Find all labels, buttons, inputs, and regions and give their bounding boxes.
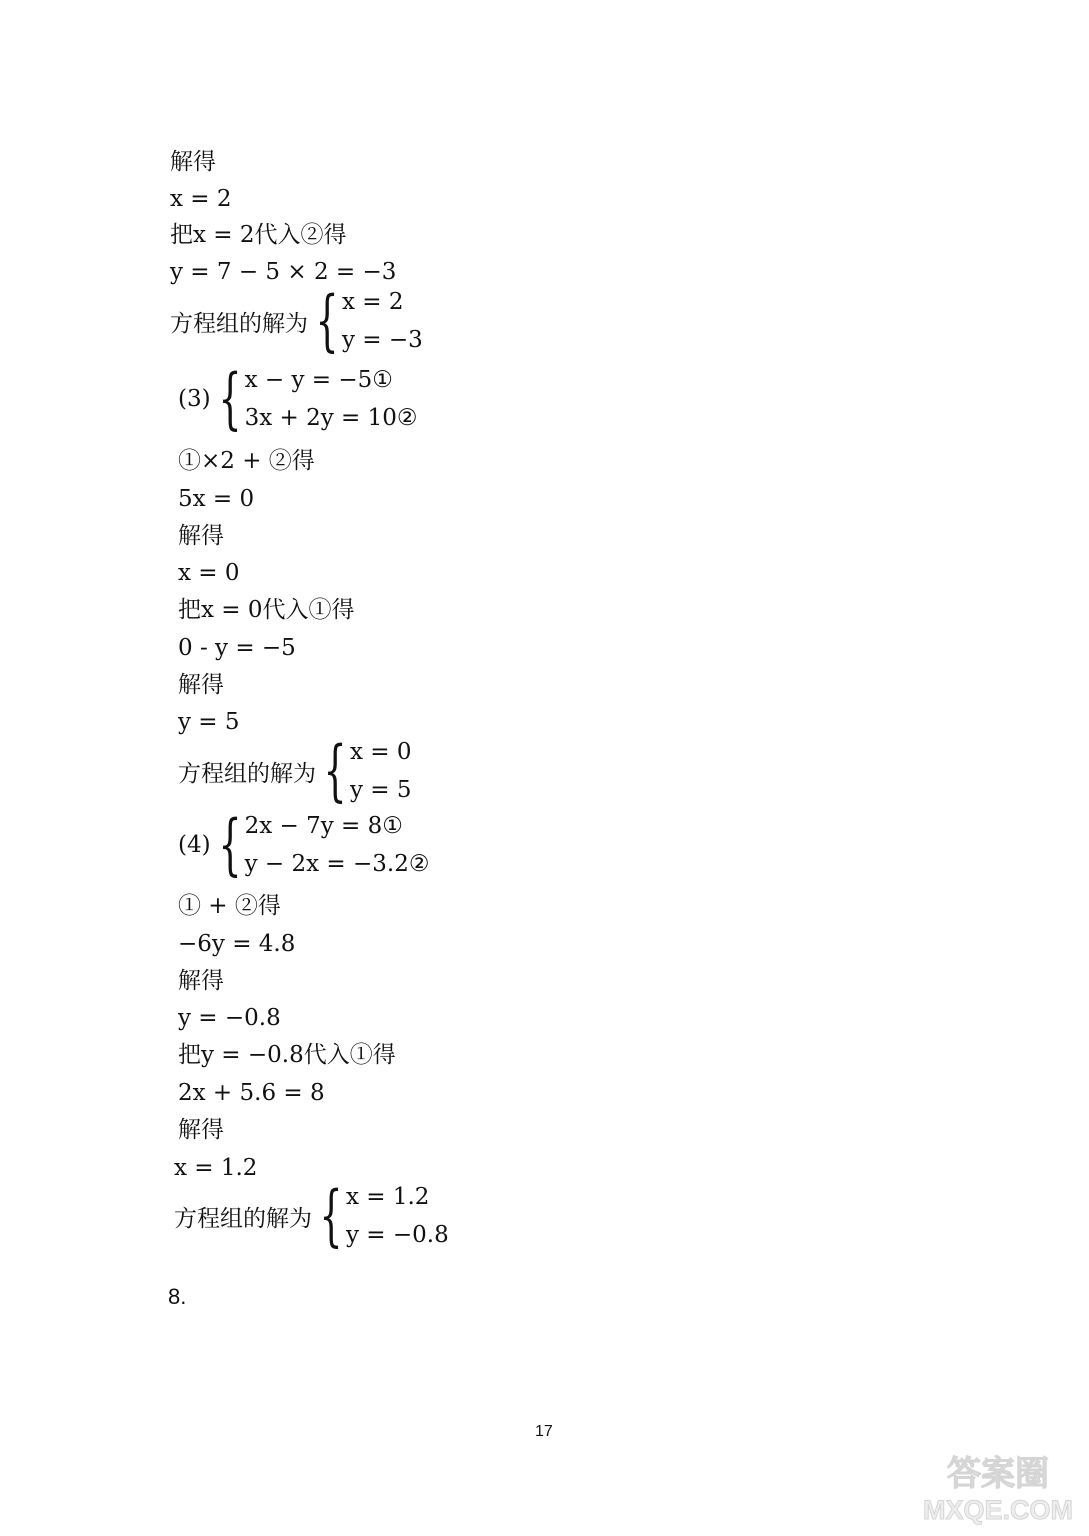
- brace-symbol: {: [315, 282, 339, 359]
- equation-line-2: x = 2: [170, 186, 232, 212]
- text-line-15: 解得: [178, 968, 224, 994]
- equation-line-6: 5x = 0: [178, 486, 255, 512]
- equation-line-16: y = −0.8: [178, 1005, 281, 1031]
- solution-system-1: [170, 283, 423, 359]
- equation-line-10: 0 - y = −5: [178, 635, 296, 661]
- system-row-1: 2x − 7y = 8①: [244, 813, 403, 839]
- system-row-1: x = 2: [342, 289, 404, 315]
- brace-symbol: {: [323, 732, 347, 809]
- equation-line-12: y = 5: [178, 709, 240, 735]
- page-number: 17: [535, 1423, 553, 1440]
- equation-line-5: ①×2 + ②得: [178, 448, 315, 474]
- system-row-2: y − 2x = −3.2②: [244, 851, 430, 877]
- watermark-logo: [920, 1441, 1075, 1526]
- watermark-svg: [920, 1441, 1075, 1526]
- text-line-19: 解得: [178, 1117, 224, 1143]
- problem-system-4: [178, 807, 429, 883]
- system-row-1: x = 0: [350, 739, 412, 765]
- equation-line-13: ① + ②得: [178, 893, 281, 919]
- watermark-top-text: 答案圈: [947, 1454, 1049, 1494]
- equation-line-18: 2x + 5.6 = 8: [178, 1080, 325, 1106]
- problem-system-3: [178, 361, 418, 437]
- equation-line-3: 把x = 2代入②得: [170, 222, 347, 248]
- equation-line-20: x = 1.2: [174, 1155, 258, 1181]
- system-row-2: y = −0.8: [346, 1222, 449, 1248]
- watermark-bottom-text: MXQE.COM: [922, 1495, 1074, 1525]
- text-line-1: 解得: [170, 149, 216, 175]
- equation-line-17: 把y = −0.8代入①得: [178, 1042, 396, 1068]
- solution-system-2: [178, 733, 412, 809]
- problem-label-3: (3): [178, 386, 211, 412]
- brace-symbol: {: [319, 1177, 343, 1254]
- brace-symbol: {: [218, 360, 242, 437]
- text-line-7: 解得: [178, 523, 224, 549]
- system-prefix: 方程组的解为: [170, 310, 308, 337]
- equation-line-9: 把x = 0代入①得: [178, 597, 355, 623]
- system-prefix: 方程组的解为: [178, 760, 316, 787]
- system-row-2: 3x + 2y = 10②: [244, 405, 418, 431]
- problem-label-4: (4): [178, 832, 211, 858]
- equation-line-14: −6y = 4.8: [178, 931, 296, 957]
- equation-line-4: y = 7 − 5 × 2 = −3: [170, 259, 397, 285]
- system-row-2: y = −3: [342, 327, 423, 353]
- equation-line-8: x = 0: [178, 560, 240, 586]
- system-row-1: x − y = −5①: [244, 367, 393, 393]
- question-number: 8.: [168, 1284, 187, 1309]
- solution-system-3: [174, 1178, 449, 1254]
- system-row-1: x = 1.2: [346, 1184, 430, 1210]
- system-row-2: y = 5: [350, 777, 412, 803]
- system-prefix: 方程组的解为: [174, 1205, 312, 1232]
- brace-symbol: {: [218, 806, 242, 883]
- text-line-11: 解得: [178, 672, 224, 698]
